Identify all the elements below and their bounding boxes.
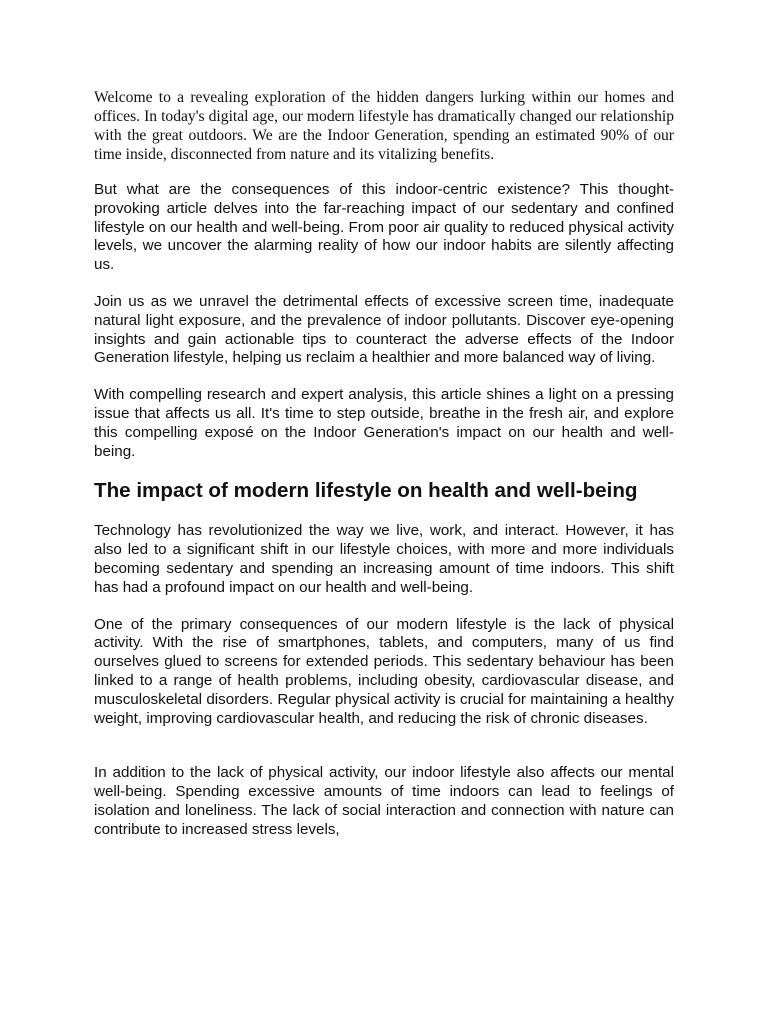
intro-paragraph-1: Welcome to a revealing exploration of the hidden dangers lurking within our homes and offices. In today's digital age, our modern lifestyle has dramatically changed our relationship with the great outdoors. We are the Indoor Generation, spending an estimated 90% of our time inside, disconnected from nature and its vitalizing benefits. bbox=[94, 89, 674, 163]
section-paragraph-2: One of the primary consequences of our modern lifestyle is the lack of physical activity. With the rise of smartphones, tablets, and computers, many of us find ourselves glued to screens for extended periods. This sedentary behaviour has been linked to a range of health problems, including obesity, cardiovascular disease, and musculoskeletal disorders. Regular physical activity is crucial for maintaining a healthy weight, improving cardiovascular health, and reducing the risk of chronic diseases. bbox=[94, 615, 674, 727]
section-paragraph-3: In addition to the lack of physical activity, our indoor lifestyle also affects our mental well-being. Spending excessive amounts of time indoors can lead to feelings of isolation and loneliness. The lack of social interaction and connection with nature can contribute to increased stress levels, bbox=[94, 764, 674, 838]
intro-paragraph-2: But what are the consequences of this indoor-centric existence? This thought-provoking article delves into the far-reaching impact of our sedentary and confined lifestyle on our health and well-being. From poor air quality to reduced physical activity levels, we uncover the alarming reality of how our indoor habits are silently affecting us. bbox=[94, 181, 674, 274]
intro-paragraph-4: With compelling research and expert analysis, this article shines a light on a pressing issue that affects us all. It's time to step outside, breathe in the fresh air, and explore this compelling exposé on the Indoor Generation's impact on our health and well-being. bbox=[94, 386, 674, 460]
article-body bbox=[94, 88, 674, 840]
section-paragraph-1: Technology has revolutionized the way we live, work, and interact. However, it has also led to a significant shift in our lifestyle choices, with more and more individuals becoming sedentary and spending an increasing amount of time indoors. This shift has had a profound impact on our health and well-being. bbox=[94, 522, 674, 596]
section-heading: The impact of modern lifestyle on health and well-being bbox=[94, 479, 638, 503]
intro-paragraph-3: Join us as we unravel the detrimental effects of excessive screen time, inadequate natural light exposure, and the prevalence of indoor pollutants. Discover eye-opening insights and gain actionable tips to counteract the adverse effects of the Indoor Generation lifestyle, helping us reclaim a healthier and more balanced way of living. bbox=[94, 292, 674, 367]
